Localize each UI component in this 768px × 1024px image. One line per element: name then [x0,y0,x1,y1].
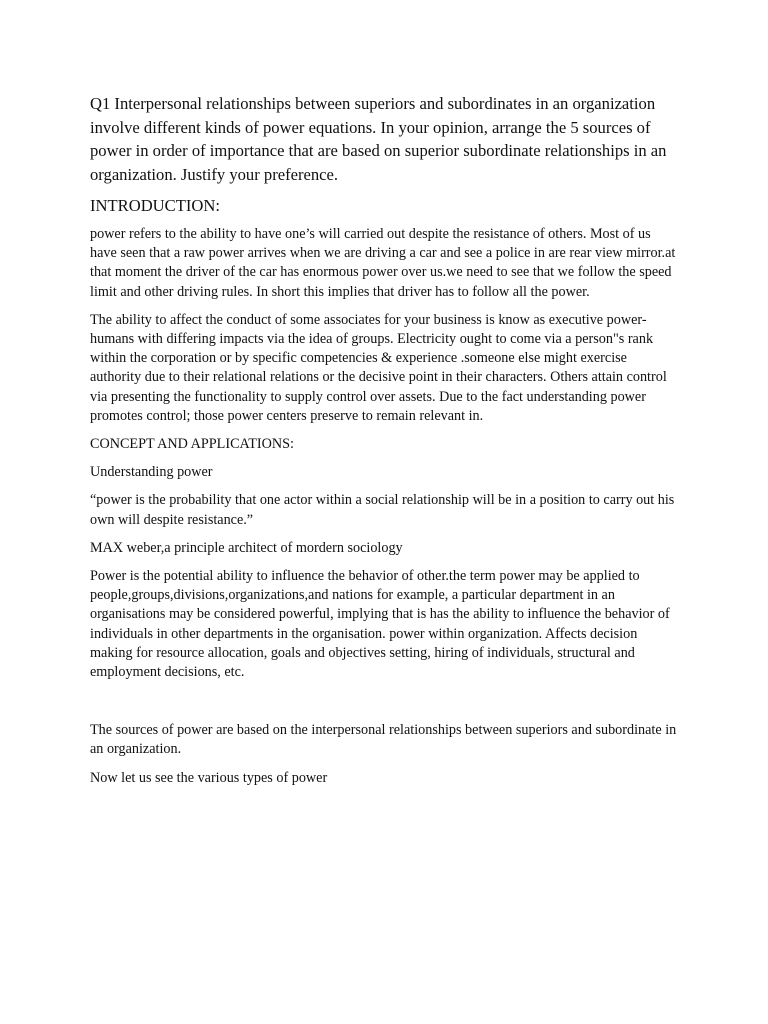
weber-quote: “power is the probability that one actor within a social relationship will be in a position to carry out his own will despite resistance.” [90,492,675,528]
power-definition-paragraph: Power is the potential ability to influence the behavior of other.the term power may be applied to people,groups,divisions,organizations,and nations for example, a particular department in an organisations may be considered powerful, implying that is has the ability to influence the behavior of individuals in other departments in the organisation. power within organization. Affects decision making for resource allocation, goals and objectives setting, hiring of individuals, structural and employment decisions, etc. [90,568,670,681]
quote-attribution: MAX weber,a principle architect of mordern sociology [90,539,403,556]
sources-paragraph: The sources of power are based on the interpersonal relationships between superiors and subordinate in an organization. [90,722,677,758]
introduction-heading: INTRODUCTION: [90,196,220,215]
document-page [90,92,680,797]
blank-gap [90,691,680,721]
intro-paragraph-1: power refers to the ability to have one’s will carried out despite the resistance of others. Most of us have seen that a raw power arrives when we are driving a car and see a police in are rear view mirror.at that moment the driver of the car has enormous power over us.we need to see that we follow the speed limit and other driving rules. In short this implies that driver has to follow all the power. [90,226,676,300]
concept-heading: CONCEPT AND APPLICATIONS: [90,436,294,453]
understanding-power-heading: Understanding power [90,464,213,481]
types-of-power-line: Now let us see the various types of power [90,769,328,786]
question-title: Q1 Interpersonal relationships between superiors and subordinates in an organization involve different kinds of power equations. In your opinion, arrange the 5 sources of power in order of importance that are based on superior subordinate relationships in an organization. Justify your preference. [90,94,667,184]
intro-paragraph-2: The ability to affect the conduct of some associates for your business is know as executive power-humans with differing impacts via the idea of groups. Electricity ought to come via a person"s rank within the corporation or by specific competencies & experience .someone else might exercise authority due to their relational relations or the decisive point in their characters. Others attain control via presenting the functionality to supply control over assets. Due to the fact understanding power promotes control; those power centers preserve to remain relevant in. [90,311,667,424]
